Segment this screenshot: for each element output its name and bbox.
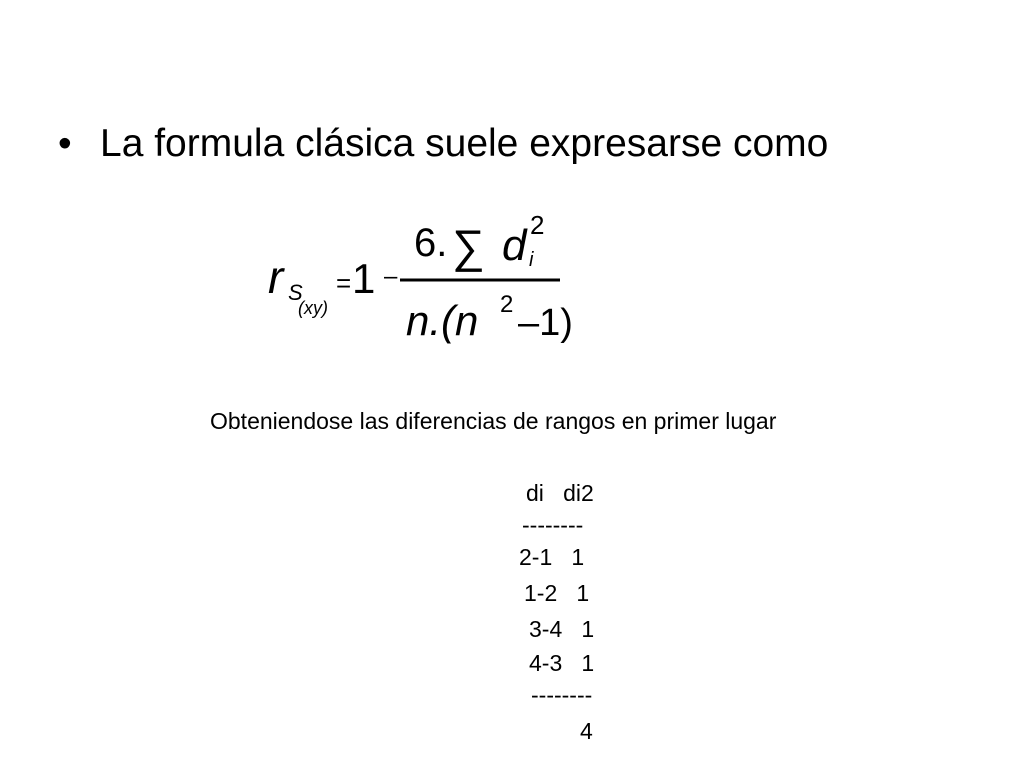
formula-numerator-var: d [502, 221, 527, 270]
table-separator-top: -------- [522, 512, 584, 538]
formula-numerator-sub: i [529, 249, 534, 271]
table-header: di di2 [526, 480, 594, 506]
formula-numerator-exp: 2 [530, 210, 545, 240]
caption-text: Obteniendose las diferencias de rangos en primer lugar [210, 408, 777, 434]
bullet-icon: • [58, 122, 72, 165]
formula-numerator-coef: 6. [414, 221, 448, 265]
formula-lhs-sub: S [288, 280, 303, 305]
heading-bullet [58, 118, 828, 170]
formula-one: 1 [352, 255, 376, 302]
table-row: 1-2 1 [524, 580, 590, 606]
table-row: 4-3 1 [529, 650, 595, 676]
table-separator-bottom: -------- [531, 682, 593, 708]
table-row: 3-4 1 [529, 616, 595, 642]
formula-lhs-subsub: (xy) [298, 298, 328, 318]
table-total: 4 [580, 718, 593, 744]
formula-denominator-exp: 2 [500, 291, 514, 318]
formula-denominator-right: –1) [518, 302, 573, 344]
formula-sigma: ∑ [452, 220, 485, 272]
formula-equals: = [336, 268, 352, 298]
spearman-formula [262, 198, 582, 358]
heading-text: La formula clásica suele expresarse como [100, 122, 829, 165]
formula-minus: – [384, 263, 398, 290]
formula-lhs-var: r [268, 251, 284, 303]
formula-denominator-left: n.(n [406, 297, 479, 344]
table-row: 2-1 1 [519, 544, 585, 570]
